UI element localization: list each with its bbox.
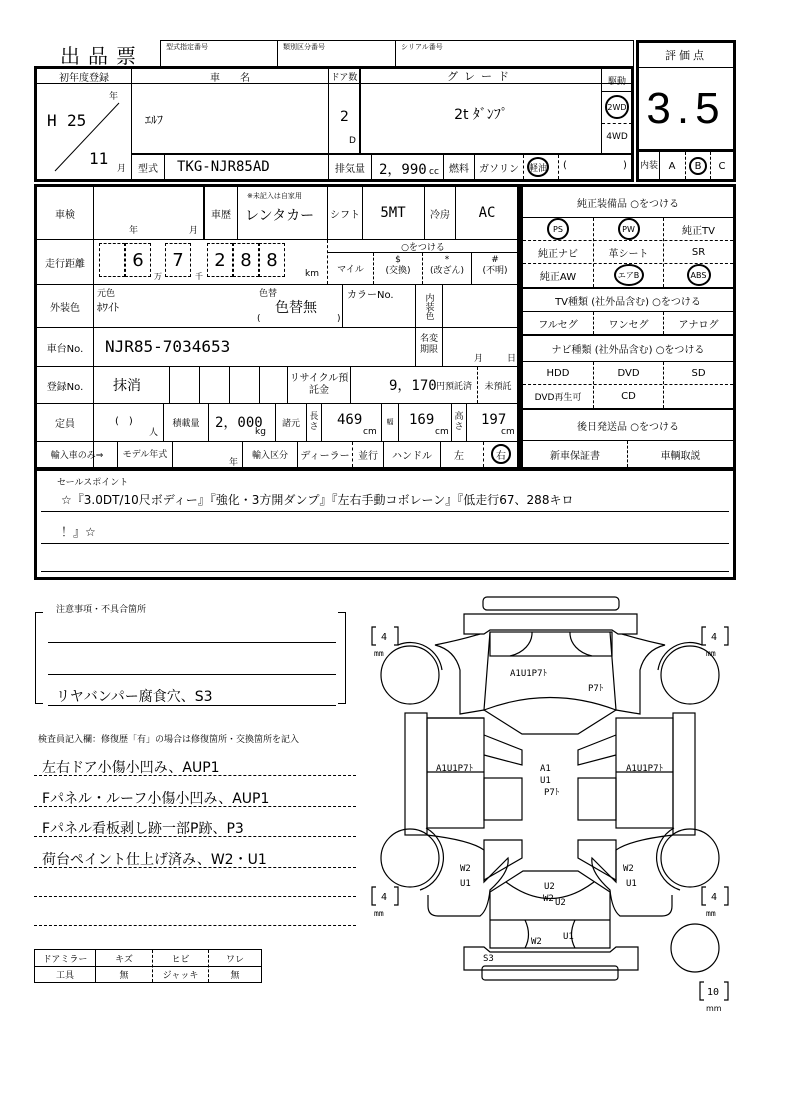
equipment-title: 純正装備品 ○をつける: [577, 198, 679, 210]
vehicle-damage-diagram: [360, 590, 740, 998]
name-change-day: 日: [507, 354, 517, 364]
inspector-label: 検査員記入欄：修復歴「有」の場合は修復箇所・交換箇所を記入: [38, 735, 300, 745]
wheel-front-left: [381, 646, 439, 704]
interior-grade-c[interactable]: C: [718, 160, 726, 172]
ac-label: 冷房: [430, 209, 450, 221]
handle-label: ハンドル: [392, 451, 432, 462]
mileage-mark-unknown[interactable]: # (不明): [482, 255, 508, 276]
tv-oneseg[interactable]: ワンセグ: [608, 319, 649, 331]
damage-rear-left-u: U1: [460, 879, 471, 889]
original-color-label: 元色: [97, 289, 116, 299]
inspection-label: 車検: [55, 209, 75, 221]
right-rear-window: [578, 778, 616, 820]
damage-rear-right-u: U1: [626, 879, 637, 889]
chassis-value: NJR85-7034653: [105, 337, 231, 356]
recycle-label: リサイクル預託金: [289, 373, 349, 396]
color-no-label: カラーNo.: [347, 290, 394, 301]
damage-bed-u2a: U2: [544, 882, 555, 892]
displacement-unit: cc: [429, 167, 439, 177]
first-reg-label: 初年度登録: [59, 72, 109, 84]
navi-sd[interactable]: SD: [691, 367, 706, 379]
drive-label: 駆動: [607, 76, 626, 87]
inspector-line: Fパネル・ルーフ小傷小凹み、AUP1: [42, 791, 270, 807]
tread-fl: 4: [381, 632, 388, 643]
right-rear-wedge: [578, 840, 616, 880]
navi-dvd[interactable]: DVD: [617, 367, 640, 379]
sales-point-line1: ☆『3.0DT/10尺ボディー』『強化・3方開ダンプ』『左右手動コボレーン』『低走行67、288キロ: [61, 493, 574, 507]
car-name-label: 車 名: [210, 72, 250, 84]
mileage-mark-mile[interactable]: マイル: [337, 264, 364, 275]
later-warranty[interactable]: 新車保証書: [550, 450, 600, 462]
notes-line: リヤバンパー腐食穴、S3: [56, 689, 213, 705]
height-label: 高さ: [454, 412, 464, 432]
damage-tail-u1: U1: [563, 932, 574, 942]
hood: [484, 632, 616, 710]
height-value: 197: [481, 412, 507, 428]
grade-value: 2t ﾀﾞﾝﾌﾟ: [454, 107, 508, 123]
capacity-label: 定員: [55, 418, 75, 430]
equip-pw[interactable]: PW: [594, 218, 663, 240]
length-label: 長さ: [309, 412, 319, 432]
damage-left-door: A1U1P7ﾄ: [436, 764, 474, 774]
doors-value: 2: [340, 109, 349, 125]
roof-right-wedge: [578, 735, 616, 765]
first-reg-year: 25: [67, 111, 87, 130]
interior-color-label: 内装色: [423, 292, 434, 320]
score-value: 3.5: [646, 84, 726, 133]
equip-aw[interactable]: 純正AW: [539, 271, 577, 283]
fuel-other-close: ): [623, 160, 627, 171]
notes-bracket-left: [35, 612, 43, 704]
car-name: ｴﾙﾌ: [145, 113, 164, 127]
handle-left[interactable]: 左: [454, 451, 464, 462]
length-unit: cm: [363, 427, 377, 437]
score-box: [636, 40, 736, 182]
width-value: 169: [409, 412, 435, 428]
damage-rear-left-w: W2: [460, 864, 471, 874]
damage-bed-w2: W2: [543, 894, 554, 904]
roof-left-wedge: [484, 735, 522, 765]
mileage-mark-note: ○をつける: [401, 242, 445, 253]
category-label: 類別区分番号: [283, 43, 325, 51]
equip-abs[interactable]: ABS: [664, 264, 733, 286]
damage-roof-p: P7ﾄ: [544, 788, 560, 798]
mini-cell: ヒビ: [171, 954, 190, 965]
mileage-digit-box: 7: [165, 243, 191, 277]
import-label: 輸入車のみ⇒: [50, 451, 104, 461]
grade-label: グレード: [447, 70, 515, 83]
notes-label: 注意事項・不具合箇所: [56, 605, 147, 615]
navi-cd[interactable]: CD: [621, 390, 636, 402]
tread-rl: 4: [381, 892, 388, 903]
mileage-unit-man: 万: [154, 272, 162, 281]
left-front-pillar: [405, 713, 427, 835]
interior-label: 内装: [639, 160, 658, 171]
fuel-other-open: (: [563, 160, 567, 171]
fuel-diesel[interactable]: 軽油: [527, 157, 549, 177]
damage-roof-a: A1: [540, 764, 551, 774]
tread-spare: 10: [707, 987, 720, 998]
damage-right-door: A1U1P7ﾄ: [626, 764, 664, 774]
height-unit: cm: [501, 427, 515, 437]
chassis-label: 車台No.: [46, 343, 84, 355]
doors-label: ドア数: [330, 72, 358, 83]
front-bumper-upper: [483, 597, 619, 610]
tread-rl-unit: mm: [374, 909, 384, 918]
fuel-gasoline[interactable]: ガソリン: [479, 163, 519, 175]
drive-2wd[interactable]: 2WD: [605, 95, 629, 119]
first-reg-month-unit: 月: [117, 164, 127, 174]
load-value: 2，000: [215, 415, 263, 431]
tread-fl-unit: mm: [374, 649, 384, 658]
mileage-digit-box: 6: [125, 243, 151, 277]
right-rear-quarter: [592, 835, 673, 916]
mileage-digit-box: 2: [207, 243, 233, 277]
front-left-fender: [435, 634, 484, 714]
mileage-label: 走行距離: [45, 258, 85, 270]
shift-value: 5MT: [380, 205, 406, 221]
recycle-amount: 9，170: [389, 378, 437, 394]
history-label: 車歴: [211, 209, 231, 221]
inspection-year-unit: 年: [129, 226, 139, 236]
model-year-unit: 年: [229, 458, 239, 468]
equipment-block: [520, 184, 736, 470]
damage-bed-u2b: U2: [555, 898, 566, 908]
notes-bracket-right: [338, 612, 346, 704]
first-reg-month: 11: [89, 149, 109, 168]
load-unit: kg: [255, 427, 266, 437]
exterior-label: 外装色: [50, 302, 80, 314]
tv-fullseg[interactable]: フルセグ: [538, 319, 578, 331]
mini-cell: 工具: [55, 971, 74, 981]
equip-airbag[interactable]: エアB: [594, 264, 663, 286]
history-note: ※未記入は自家用: [247, 192, 302, 200]
tread-spare-unit: mm: [706, 1004, 722, 1013]
mini-cell: ドアミラー: [42, 954, 88, 965]
later-title: 後日発送品 ○をつける: [577, 421, 679, 433]
navi-title: ナビ種類 (社外品含む) ○をつける: [551, 344, 705, 356]
first-reg-year-unit: 年: [109, 92, 119, 102]
load-label: 積載量: [172, 418, 200, 429]
inspector-line: Fパネル看板剥し跡一部P跡、P3: [42, 821, 244, 837]
equip-sr[interactable]: SR: [691, 246, 706, 258]
left-rear-window: [484, 778, 522, 820]
mini-cell: 無: [119, 971, 129, 981]
name-change-month: 月: [474, 354, 484, 364]
rear-step: [482, 966, 618, 980]
inspector-line: 荷台ペイント仕上げ済み、W2・U1: [42, 852, 267, 868]
tread-fr: 4: [711, 632, 718, 643]
equip-tv[interactable]: 純正TV: [682, 225, 715, 237]
inspector-line: 左右ドア小傷小凹み、AUP1: [42, 760, 220, 776]
type-designation-label: 型式指定番号: [166, 43, 208, 51]
mileage-unit-km: km: [305, 269, 319, 279]
length-value: 469: [337, 412, 363, 428]
model-value: TKG-NJR85AD: [177, 159, 270, 175]
page-title: 出品票: [60, 44, 144, 68]
vehicle-basic-block: [34, 66, 634, 182]
drive-4wd[interactable]: 4WD: [606, 132, 628, 142]
history-value: レンタカー: [245, 208, 315, 224]
mini-cell: キズ: [115, 954, 133, 965]
name-change-label: 名変期限: [419, 334, 438, 355]
sales-point-line2: ！』☆: [61, 525, 96, 539]
damage-roof-u: U1: [540, 776, 551, 786]
windshield: [484, 710, 616, 734]
navi-dvd-play[interactable]: DVD再生可: [534, 392, 582, 403]
recycle-unpaid[interactable]: 未預託: [484, 381, 512, 392]
tv-title: TV種類 (社外品含む) ○をつける: [555, 296, 701, 308]
vehicle-detail-block: [34, 184, 520, 470]
ac-value: AC: [478, 205, 496, 221]
wheel-rear-left: [381, 829, 439, 887]
capacity-value: ( ): [115, 416, 133, 427]
color-change-paren-open: (: [257, 314, 261, 324]
doors-unit: D: [349, 136, 356, 146]
reg-label: 登録No.: [46, 381, 84, 393]
score-label: 評価点: [665, 49, 707, 62]
import-parallel[interactable]: 並行: [358, 451, 378, 462]
damage-rear-right-w: W2: [623, 864, 634, 874]
first-reg-era: H: [47, 111, 57, 130]
original-color: ﾎﾜｲﾄ: [97, 301, 119, 314]
mileage-digit-box: 8: [233, 243, 259, 277]
mileage-digit-box: 8: [259, 243, 285, 277]
displacement-value: 2，990: [379, 162, 427, 178]
damage-hood: A1U1P7ﾄ: [510, 669, 548, 679]
id-number-box: [160, 40, 634, 67]
mini-cell: ジャッキ: [162, 971, 199, 981]
capacity-unit: 人: [149, 428, 159, 438]
color-change: 色替無: [275, 300, 317, 316]
tv-analog[interactable]: アナログ: [678, 319, 719, 331]
interior-grade-b[interactable]: B: [689, 157, 707, 175]
grille-right-arc: [570, 632, 592, 656]
color-change-paren-close: ): [337, 314, 341, 324]
mileage-digit-box: [99, 243, 125, 277]
equip-leather[interactable]: 革シート: [608, 248, 649, 260]
width-unit: cm: [435, 427, 449, 437]
displacement-label: 排気量: [335, 163, 365, 175]
spec-label: 諸元: [281, 418, 300, 429]
color-change-label: 色替: [259, 289, 278, 299]
reg-value: 抹消: [113, 378, 141, 394]
model-year-label: モデル年式: [122, 449, 168, 460]
inspection-month-unit: 月: [189, 226, 199, 236]
mileage-unit-sen: 千: [195, 272, 203, 281]
front-right-fender: [616, 634, 665, 714]
tread-rr-unit: mm: [706, 909, 716, 918]
tread-fr-unit: mm: [706, 649, 716, 658]
mirror-tools-table: [34, 949, 262, 983]
front-bumper: [464, 614, 637, 634]
fuel-label: 燃料: [449, 163, 469, 175]
serial-label: シリアル番号: [401, 43, 443, 51]
grille-left-arc: [510, 632, 532, 656]
diagonal-slash: [47, 99, 127, 175]
model-label: 型式: [138, 163, 158, 175]
recycle-status: 円預託済: [436, 382, 473, 392]
mileage-mark-tampered[interactable]: * (改ざん): [429, 255, 465, 276]
left-rear-quarter: [427, 835, 508, 916]
wheel-rear-right: [661, 829, 719, 887]
width-label: 幅: [386, 418, 394, 426]
left-rear-wedge: [484, 840, 522, 880]
navi-hdd[interactable]: HDD: [546, 367, 570, 379]
mini-cell: 無: [230, 971, 240, 981]
shift-label: シフト: [330, 209, 360, 221]
sales-point-label: セールスポイント: [57, 478, 129, 488]
equip-navi[interactable]: 純正ナビ: [538, 248, 578, 260]
tail-left-arc: [525, 920, 529, 948]
import-type-label: 輸入区分: [251, 451, 288, 461]
later-manual[interactable]: 車輌取説: [660, 450, 701, 462]
import-dealer[interactable]: ディーラー: [300, 451, 350, 462]
interior-grade-a[interactable]: A: [668, 160, 676, 172]
damage-tail-w2: W2: [531, 937, 542, 947]
equip-ps[interactable]: PS: [523, 218, 593, 240]
sales-point-block: [34, 468, 736, 580]
tread-rr: 4: [711, 892, 718, 903]
grille: [490, 632, 612, 656]
right-front-pillar: [673, 713, 695, 835]
handle-right[interactable]: 右: [491, 444, 511, 464]
mini-cell: ワレ: [225, 954, 244, 965]
damage-hood-right: P7ﾄ: [588, 684, 604, 694]
spare-tire: [671, 924, 719, 972]
mileage-mark-exchange[interactable]: $ (交換): [385, 255, 411, 276]
damage-bumper-s3: S3: [483, 954, 494, 964]
